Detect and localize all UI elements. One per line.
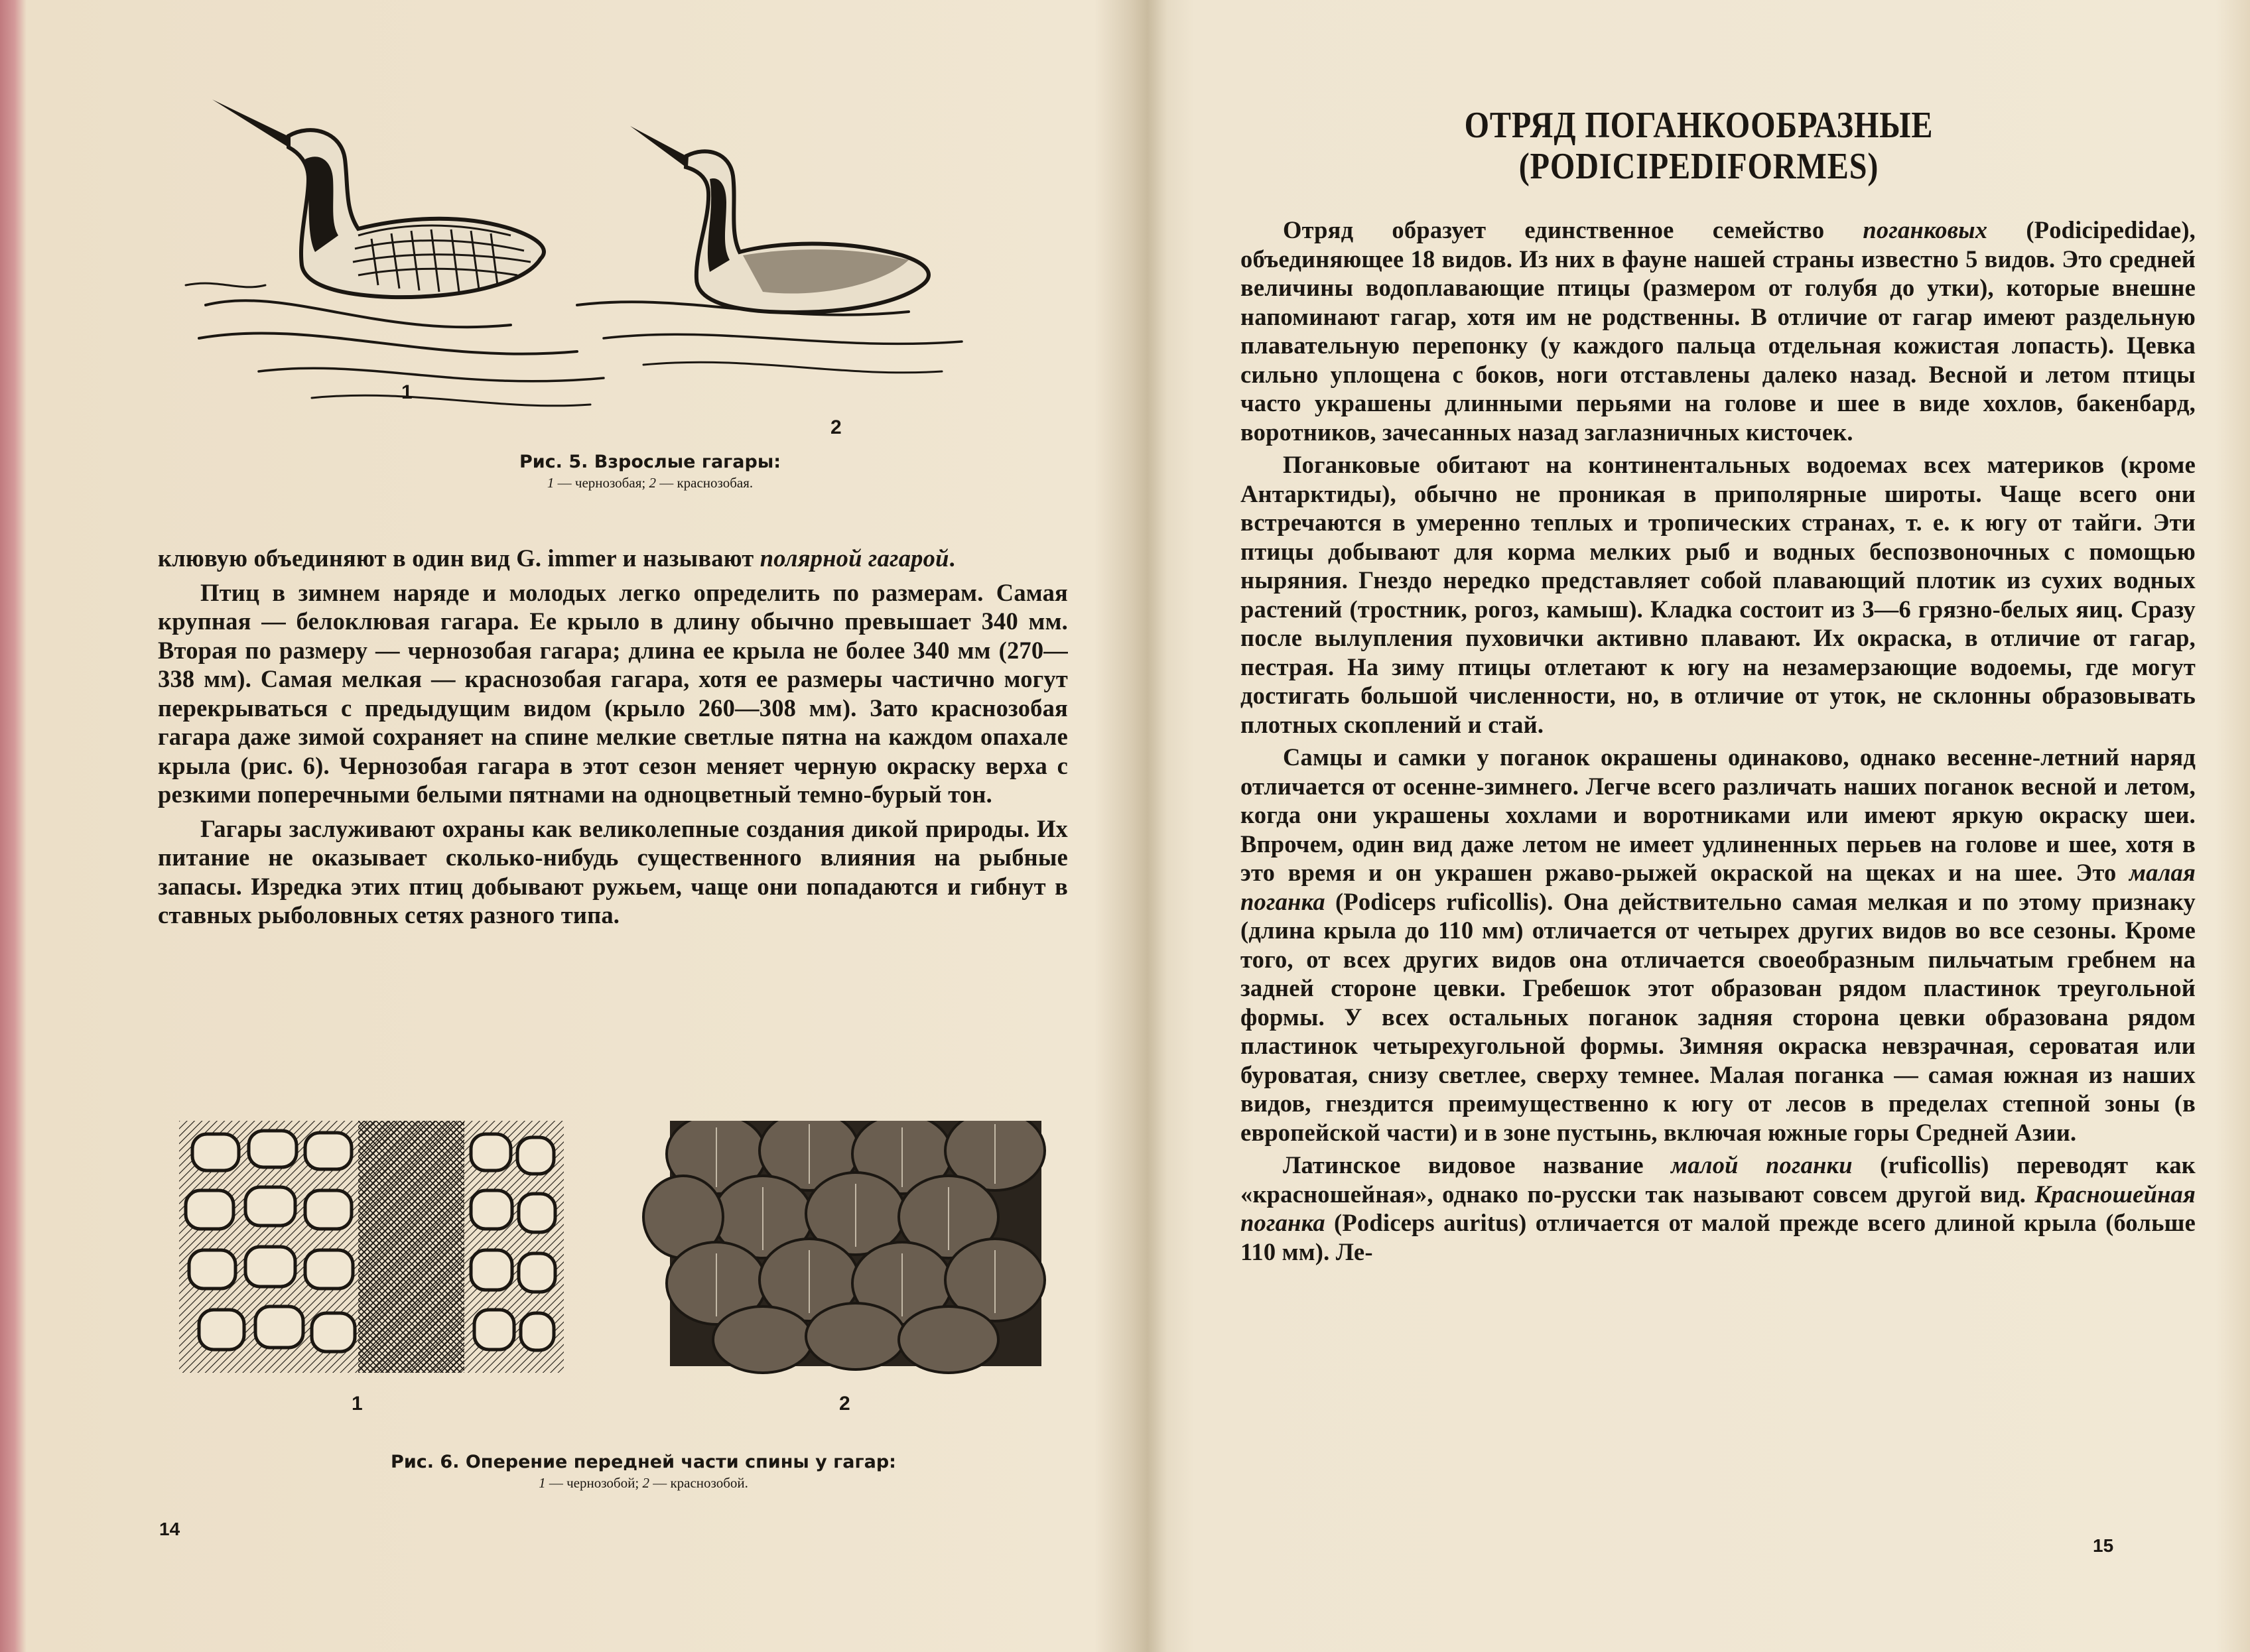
section-heading xyxy=(1224,105,2172,187)
figure-5-legend-n2: 2 xyxy=(649,475,656,491)
figure-5-caption xyxy=(398,451,902,492)
left-paragraph-3: Гагары заслуживают охраны как великолепные создания дикой природы. Их питание не оказывает сколько-нибудь существенного влияния на рыбные запасы. Изредка этих птиц добывают ружьем, чаще они попадаются и гибнут в ставных рыболовных сетях разного типа. xyxy=(158,814,1068,928)
figure-5-caption-title: Рис. 5. Взрослые гагары: xyxy=(519,452,781,472)
right-p4-text-a: Латинское видовое название xyxy=(1283,1151,1672,1178)
figure-5-label-2: 2 xyxy=(830,416,842,438)
right-page xyxy=(1148,0,2250,1652)
figure-5-legend-n1: 1 xyxy=(547,475,555,491)
left-p1-end: . xyxy=(949,544,955,572)
right-p3-italic: малая поганка xyxy=(1240,859,2196,915)
figure-6-legend-n1: 1 xyxy=(539,1475,546,1491)
figure-5-legend-t1: — чернозобая; xyxy=(554,475,649,491)
right-p3-text-a: Самцы и самки у поганок окрашены одинаково, однако весенне-летний наряд отличается от осенне-зимнего. Легче всего различать наших поганок весной и летом, когда они украшены хохлами и воротниками или имеют яркую окраску шеи. Впрочем, один вид даже летом не имеет удлиненных перьев на голове и шее, хотя в это время и он украшен ржаво-рыжей окраской на щеках и на шее. Это xyxy=(1240,743,2196,886)
figure-5-caption-legend xyxy=(398,474,902,492)
figure-5-legend-t2: — краснозобая. xyxy=(655,475,754,491)
heading-line-1: ОТРЯД ПОГАНКООБРАЗНЫЕ xyxy=(1464,105,1934,146)
figure-6-label-1: 1 xyxy=(352,1393,363,1415)
figure-6-caption-legend xyxy=(279,1474,1008,1492)
figure-6-caption xyxy=(279,1451,1008,1492)
right-paragraph-3 xyxy=(1240,743,2196,1147)
right-p3-text-b: (Podiceps ruficollis). Она действительно самая мелкая и по этому признаку (длина крыла до 110 мм) отличается от четырех других видов во все сезоны. Кроме того, от всех других видов она отличается своеобразным пильчатым гребнем на задней стороне цевки. Гребешок этот образован рядом пластинок треугольной формы. У всех остальных поганок задняя сторона цевки образована рядом пластинок четырехугольной формы. Зимняя окраска невзрачная, сероватая или буроватая, снизу светлее, сверху темнее. Малая поганка — самая южная из наших видов, гнездится преимущественно к югу от лесов в пределах степной зоны (в европейской части) и в зоне пустынь, включая южные горы Средней Азии. xyxy=(1240,887,2196,1146)
figure-6-label-2: 2 xyxy=(839,1393,850,1415)
left-p1-italic: полярной гагарой xyxy=(760,544,949,572)
figure-6-legend-t2: — краснозобой. xyxy=(649,1475,748,1491)
loon-1-drawing xyxy=(212,99,544,297)
loon-2-drawing xyxy=(630,126,929,312)
right-paragraph-2: Поганковые обитают на континентальных водоемах всех материков (кроме Антарктиды), обычно не проникая в приполярные широты. Чаще всего они встречаются в умеренно теплых и тропических странах, т. е. к югу от тайги. Эти птицы добывают для корма мелких рыб и водных беспозвоночных с помощью ныряния. Гнездо нередко представляет собой плавающий плотик из сухих водных растений (тростник, рогоз, камыш). Кладка состоит из 3—6 грязно-белых яиц. Сразу после вылупления пуховички активно плавают. Их окраска, в отличие от гагар, пестрая. На зиму птицы отлетают к югу на незамерзающие водоемы, где могут достигать большой численности, но, в отличие от уток, не склонны образовывать плотных скоплений и стай. xyxy=(1240,451,2196,738)
right-p4-italic-b: Красношейная поганка xyxy=(1240,1180,2196,1236)
right-p4-text-c: (Podiceps auritus) отличается от малой прежде всего длиной крыла (больше 110 мм). Ле- xyxy=(1240,1209,2196,1265)
left-page-text xyxy=(158,544,1068,930)
left-p1-text: клювую объединяют в один вид G. immer и называют xyxy=(158,544,760,572)
right-page-text xyxy=(1240,216,2196,1266)
feather-pattern-1 xyxy=(179,1121,564,1373)
heading-line-2: (PODICIPEDIFORMES) xyxy=(1518,146,1879,187)
right-p1-text-b: (Podicipedidae), объединяющее 18 видов. Из них в фауне нашей страны известно 5 видов. Это средней величины водоплавающие птицы (размером от голубя до утки), которые внешне напоминают гагар, хотя им не родственны. В отличие от гагар имеют раздельную плавательную перепонку (у каждого пальца отдельная кожистая лопасть). Цевка сильно уплощена с боков, ноги отставлены далеко назад. Весной и летом птицы часто украшены длинными перьями на голове и шее в виде хохлов, бакенбард, воротников, зачесанных назад заглазничных кисточек. xyxy=(1240,216,2196,446)
figure-5-label-1: 1 xyxy=(401,381,413,403)
right-p4-italic-a: малой поганки xyxy=(1671,1151,1853,1178)
right-p1-text-a: Отряд образует единственное семейство xyxy=(1283,216,1863,243)
left-page-number: 14 xyxy=(159,1519,180,1539)
figure-6-caption-title: Рис. 6. Оперение передней части спины у гагар: xyxy=(391,1452,896,1472)
figure-6-legend-t1: — чернозобой; xyxy=(545,1475,643,1491)
left-paragraph-2: Птиц в зимнем наряде и молодых легко определить по размерам. Самая крупная — белоклювая гагара. Ее крыло в длину обычно превышает 340 мм. Вторая по размеру — чернозобая гагара; длина ее крыла не более 340 мм (270—338 мм). Самая мелкая — краснозобая гагара, хотя ее размеры частично могут перекрываться с предыдущим видом (крыло 260—308 мм). Зато краснозобая гагара даже зимой сохраняет на спине мелкие светлые пятна на каждом опахале крыла (рис. 6). Чернозобая гагара в этот сезон меняет черную окраску верха с резкими поперечными белыми пятнами на одноцветный темно-бурый тон. xyxy=(158,578,1068,808)
feather-pattern-2 xyxy=(643,1121,1045,1373)
right-p1-italic: поганковых xyxy=(1863,216,1988,243)
left-page xyxy=(27,0,1128,1652)
figure-6-legend-n2: 2 xyxy=(642,1475,649,1491)
figure-5-loons-illustration xyxy=(179,86,1075,431)
right-p4-text-b: (ruficollis) переводят как «красношейная», однако по-русски так называют совсем другой вид. xyxy=(1240,1151,2196,1208)
right-paragraph-1 xyxy=(1240,216,2196,446)
right-page-number: 15 xyxy=(2093,1535,2114,1556)
left-paragraph-1 xyxy=(158,544,1068,573)
right-paragraph-4 xyxy=(1240,1151,2196,1266)
figure-6-feather-patterns xyxy=(179,1121,1081,1379)
